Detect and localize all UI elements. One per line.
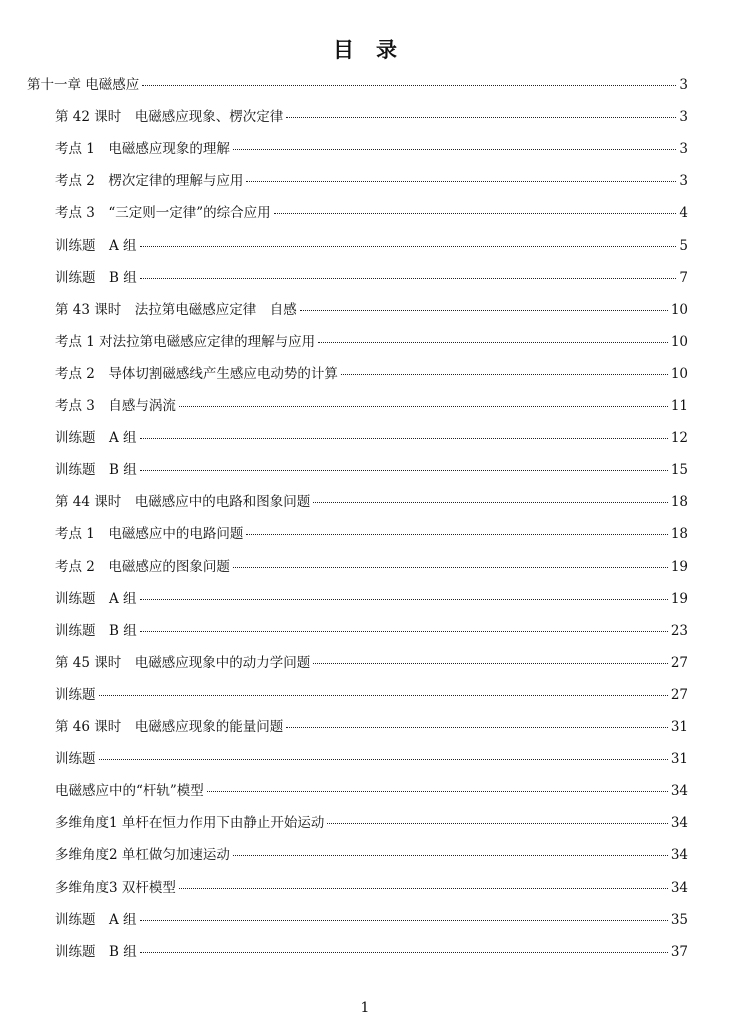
toc-entry-label: 第 42 课时 电磁感应现象、楞次定律 xyxy=(55,109,284,126)
toc-entry[interactable] xyxy=(55,815,688,831)
toc-entry-label: 多维角度3 双杆模型 xyxy=(55,879,176,896)
toc-chapter-entry[interactable] xyxy=(27,77,688,93)
toc-entry-label: 第 43 课时 法拉第电磁感应定律 自感 xyxy=(55,301,297,318)
dot-leader xyxy=(233,567,668,568)
dot-leader xyxy=(233,149,677,150)
toc-entry[interactable] xyxy=(55,623,688,639)
toc-entry-label: 训练题 A 组 xyxy=(55,911,137,928)
toc-entry-label: 第 44 课时 电磁感应中的电路和图象问题 xyxy=(55,494,311,511)
toc-entry-label: 多维角度1 单杆在恒力作用下由静止开始运动 xyxy=(55,815,325,832)
toc-entry[interactable] xyxy=(55,655,688,671)
toc-entry-label: 考点 1 电磁感应中的电路问题 xyxy=(55,526,244,543)
dot-leader xyxy=(99,695,668,696)
toc-entry-page: 11 xyxy=(670,398,688,414)
dot-leader xyxy=(140,599,668,600)
dot-leader xyxy=(140,438,668,439)
toc-entry-label: 训练题 B 组 xyxy=(55,269,137,286)
toc-entry[interactable] xyxy=(55,462,688,478)
toc-entry-page: 18 xyxy=(670,526,688,543)
toc-entry-page: 34 xyxy=(670,815,688,832)
dot-leader xyxy=(286,727,668,728)
toc-entry-page: 3 xyxy=(679,141,688,158)
dot-leader xyxy=(274,213,677,214)
dot-leader xyxy=(286,117,676,118)
toc-entry[interactable] xyxy=(55,109,688,125)
toc-entry[interactable] xyxy=(55,912,688,928)
toc-entry[interactable] xyxy=(55,944,688,960)
toc-entry-label: 考点 1 对法拉第电磁感应定律的理解与应用 xyxy=(55,333,316,350)
dot-leader xyxy=(233,855,668,856)
page-title: 目录 xyxy=(333,38,419,62)
toc-entry-page: 12 xyxy=(670,430,688,447)
toc-entry[interactable] xyxy=(55,783,688,799)
toc-entry-label: 电磁感应中的“杆轨”模型 xyxy=(55,783,204,800)
toc-entry[interactable] xyxy=(55,173,688,189)
toc-entry-page: 15 xyxy=(670,462,688,479)
toc-entry-page: 3 xyxy=(679,77,688,93)
toc-entry[interactable] xyxy=(55,270,688,286)
toc-entry-page: 18 xyxy=(670,494,688,511)
toc-entry-label: 考点 2 导体切割磁感线产生感应电动势的计算 xyxy=(55,365,338,382)
dot-leader xyxy=(140,470,668,471)
toc-entry-label: 考点 1 电磁感应现象的理解 xyxy=(55,141,230,158)
toc-entry-page: 31 xyxy=(670,719,688,735)
toc-entry[interactable] xyxy=(55,526,688,542)
dot-leader xyxy=(140,631,668,632)
toc-entry-page: 10 xyxy=(670,333,688,350)
toc-entry-label: 第 46 课时 电磁感应现象的能量问题 xyxy=(55,719,284,735)
dot-leader xyxy=(300,310,668,311)
toc-entry-page: 19 xyxy=(670,590,688,607)
toc-entry-page: 31 xyxy=(670,751,688,768)
toc-entry-label: 多维角度2 单杠做匀加速运动 xyxy=(55,847,230,864)
dot-leader xyxy=(318,342,668,343)
dot-leader xyxy=(313,502,668,503)
toc-entry-page: 23 xyxy=(670,622,688,639)
toc-entry-label: 考点 2 电磁感应的图象问题 xyxy=(55,558,230,575)
toc-entry[interactable] xyxy=(55,880,688,896)
toc-entry-page: 19 xyxy=(670,558,688,575)
dot-leader xyxy=(341,374,668,375)
toc-entry[interactable] xyxy=(55,847,688,863)
toc-entry-label: 训练题 B 组 xyxy=(55,943,137,960)
toc-entry-label: 训练题 A 组 xyxy=(55,430,137,447)
toc-entry-label: 训练题 A 组 xyxy=(55,237,137,254)
toc-entry[interactable] xyxy=(55,205,688,221)
toc-entry-page: 34 xyxy=(670,783,688,800)
dot-leader xyxy=(207,791,668,792)
toc-entry-label: 训练题 A 组 xyxy=(55,590,137,607)
toc-entry[interactable] xyxy=(55,366,688,382)
dot-leader xyxy=(327,823,667,824)
dot-leader xyxy=(246,534,667,535)
toc-entry[interactable] xyxy=(55,559,688,575)
toc-entry-label: 考点 3 “三定则一定律”的综合应用 xyxy=(55,205,271,222)
toc-entry[interactable] xyxy=(55,494,688,510)
dot-leader xyxy=(142,85,676,86)
toc-entry[interactable] xyxy=(55,398,688,414)
toc-entry-page: 35 xyxy=(670,911,688,928)
dot-leader xyxy=(140,246,677,247)
dot-leader xyxy=(140,952,668,953)
toc-entry[interactable] xyxy=(55,238,688,254)
toc-entry[interactable] xyxy=(55,430,688,446)
toc-entry-page: 34 xyxy=(670,847,688,864)
toc-entry-page: 3 xyxy=(679,109,688,126)
toc-entry[interactable] xyxy=(55,302,688,318)
toc-entry-page: 10 xyxy=(670,301,688,318)
dot-leader xyxy=(99,759,668,760)
toc-entry-page: 4 xyxy=(679,205,688,222)
dot-leader xyxy=(140,278,677,279)
toc-entry-page: 7 xyxy=(679,269,688,286)
toc-entry[interactable] xyxy=(55,141,688,157)
dot-leader xyxy=(140,920,668,921)
dot-leader xyxy=(179,888,668,889)
page-number: 1 xyxy=(360,1000,370,1016)
toc-entry-label: 训练题 xyxy=(55,751,96,768)
dot-leader xyxy=(246,181,676,182)
toc-entry-label: 考点 2 楞次定律的理解与应用 xyxy=(55,173,244,190)
dot-leader xyxy=(313,663,668,664)
toc-entry[interactable] xyxy=(55,687,688,703)
toc-entry-page: 37 xyxy=(670,943,688,960)
toc-entry-label: 第十一章 电磁感应 xyxy=(27,77,140,93)
toc-entry[interactable] xyxy=(55,591,688,607)
toc-entry-label: 第 45 课时 电磁感应现象中的动力学问题 xyxy=(55,654,311,671)
toc-entry-page: 27 xyxy=(670,686,688,703)
toc-entry-page: 5 xyxy=(679,237,688,254)
toc-entry[interactable] xyxy=(55,334,688,350)
toc-entry-label: 训练题 B 组 xyxy=(55,622,137,639)
toc-entry[interactable] xyxy=(55,751,688,767)
toc-entry-page: 27 xyxy=(670,654,688,671)
dot-leader xyxy=(179,406,668,407)
toc-entry-label: 训练题 B 组 xyxy=(55,462,137,479)
toc-entry-page: 3 xyxy=(679,173,688,190)
toc-entry-page: 10 xyxy=(670,365,688,382)
toc-entry-label: 考点 3 自感与涡流 xyxy=(55,398,176,414)
toc-entry-label: 训练题 xyxy=(55,686,96,703)
toc-entry-page: 34 xyxy=(670,879,688,896)
toc-entry[interactable] xyxy=(55,719,688,735)
